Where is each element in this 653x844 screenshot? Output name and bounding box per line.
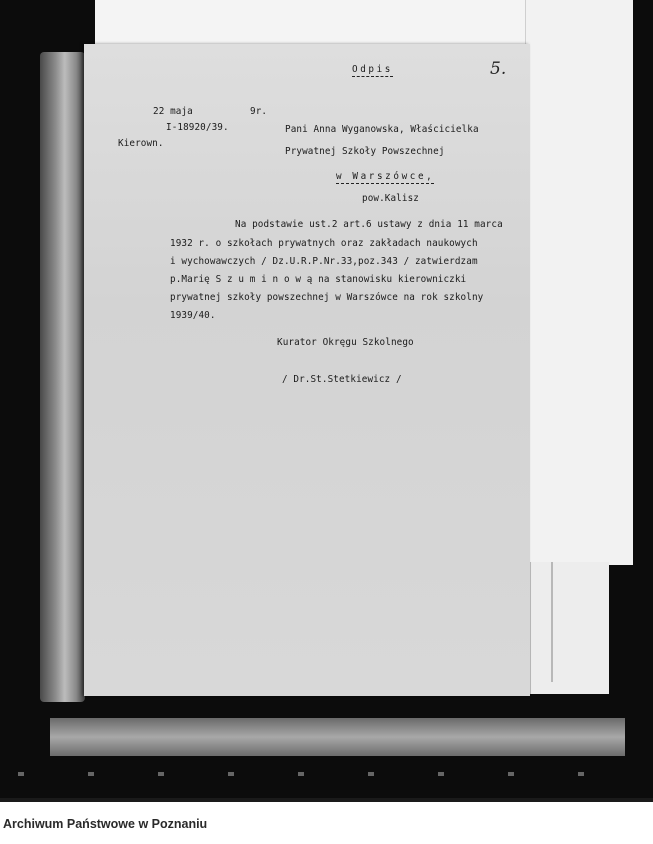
page-number: 5. [490, 59, 507, 79]
body-line: Na podstawie ust.2 art.6 ustawy z dnia 11 marca [235, 219, 503, 230]
scan-edge-marks [18, 772, 638, 776]
recipient-line1: Pani Anna Wyganowska, Właścicielka [285, 124, 479, 135]
signature-name: / Dr.St.Stetkiewicz / [282, 374, 402, 385]
document-page [84, 44, 530, 696]
binding-edge-bottom [50, 718, 625, 756]
body-line: 1939/40. [170, 310, 216, 321]
date: 22 maja [153, 106, 193, 117]
document-title: Odpis [352, 64, 393, 75]
body-line: prywatnej szkoły powszechnej w Warszówce na rok szkolny [170, 292, 484, 303]
department: Kierown. [118, 138, 164, 149]
archive-footer [0, 798, 653, 844]
background-sheet-right [525, 0, 633, 565]
body-line: 1932 r. o szkołach prywatnych oraz zakładach naukowych [170, 238, 478, 249]
recipient-district: pow.Kalisz [362, 193, 419, 204]
body-line: i wychowawczych / Dz.U.R.P.Nr.33,poz.343 / zatwierdzam [170, 256, 478, 267]
recipient-place: w Warszówce, [336, 171, 435, 182]
date-year: 9r. [250, 106, 268, 117]
binding-spine [40, 52, 85, 702]
archive-name: Archiwum Państwowe w Poznaniu [3, 817, 208, 831]
signature-title: Kurator Okręgu Szkolnego [277, 337, 414, 348]
body-line: p.Marię S z u m i n o w ą na stanowisku kierowniczki [170, 274, 467, 285]
reference-number: I-18920/39. [166, 122, 229, 133]
background-sheet-lower [530, 562, 609, 694]
recipient-line2: Prywatnej Szkoły Powszechnej [285, 146, 445, 157]
